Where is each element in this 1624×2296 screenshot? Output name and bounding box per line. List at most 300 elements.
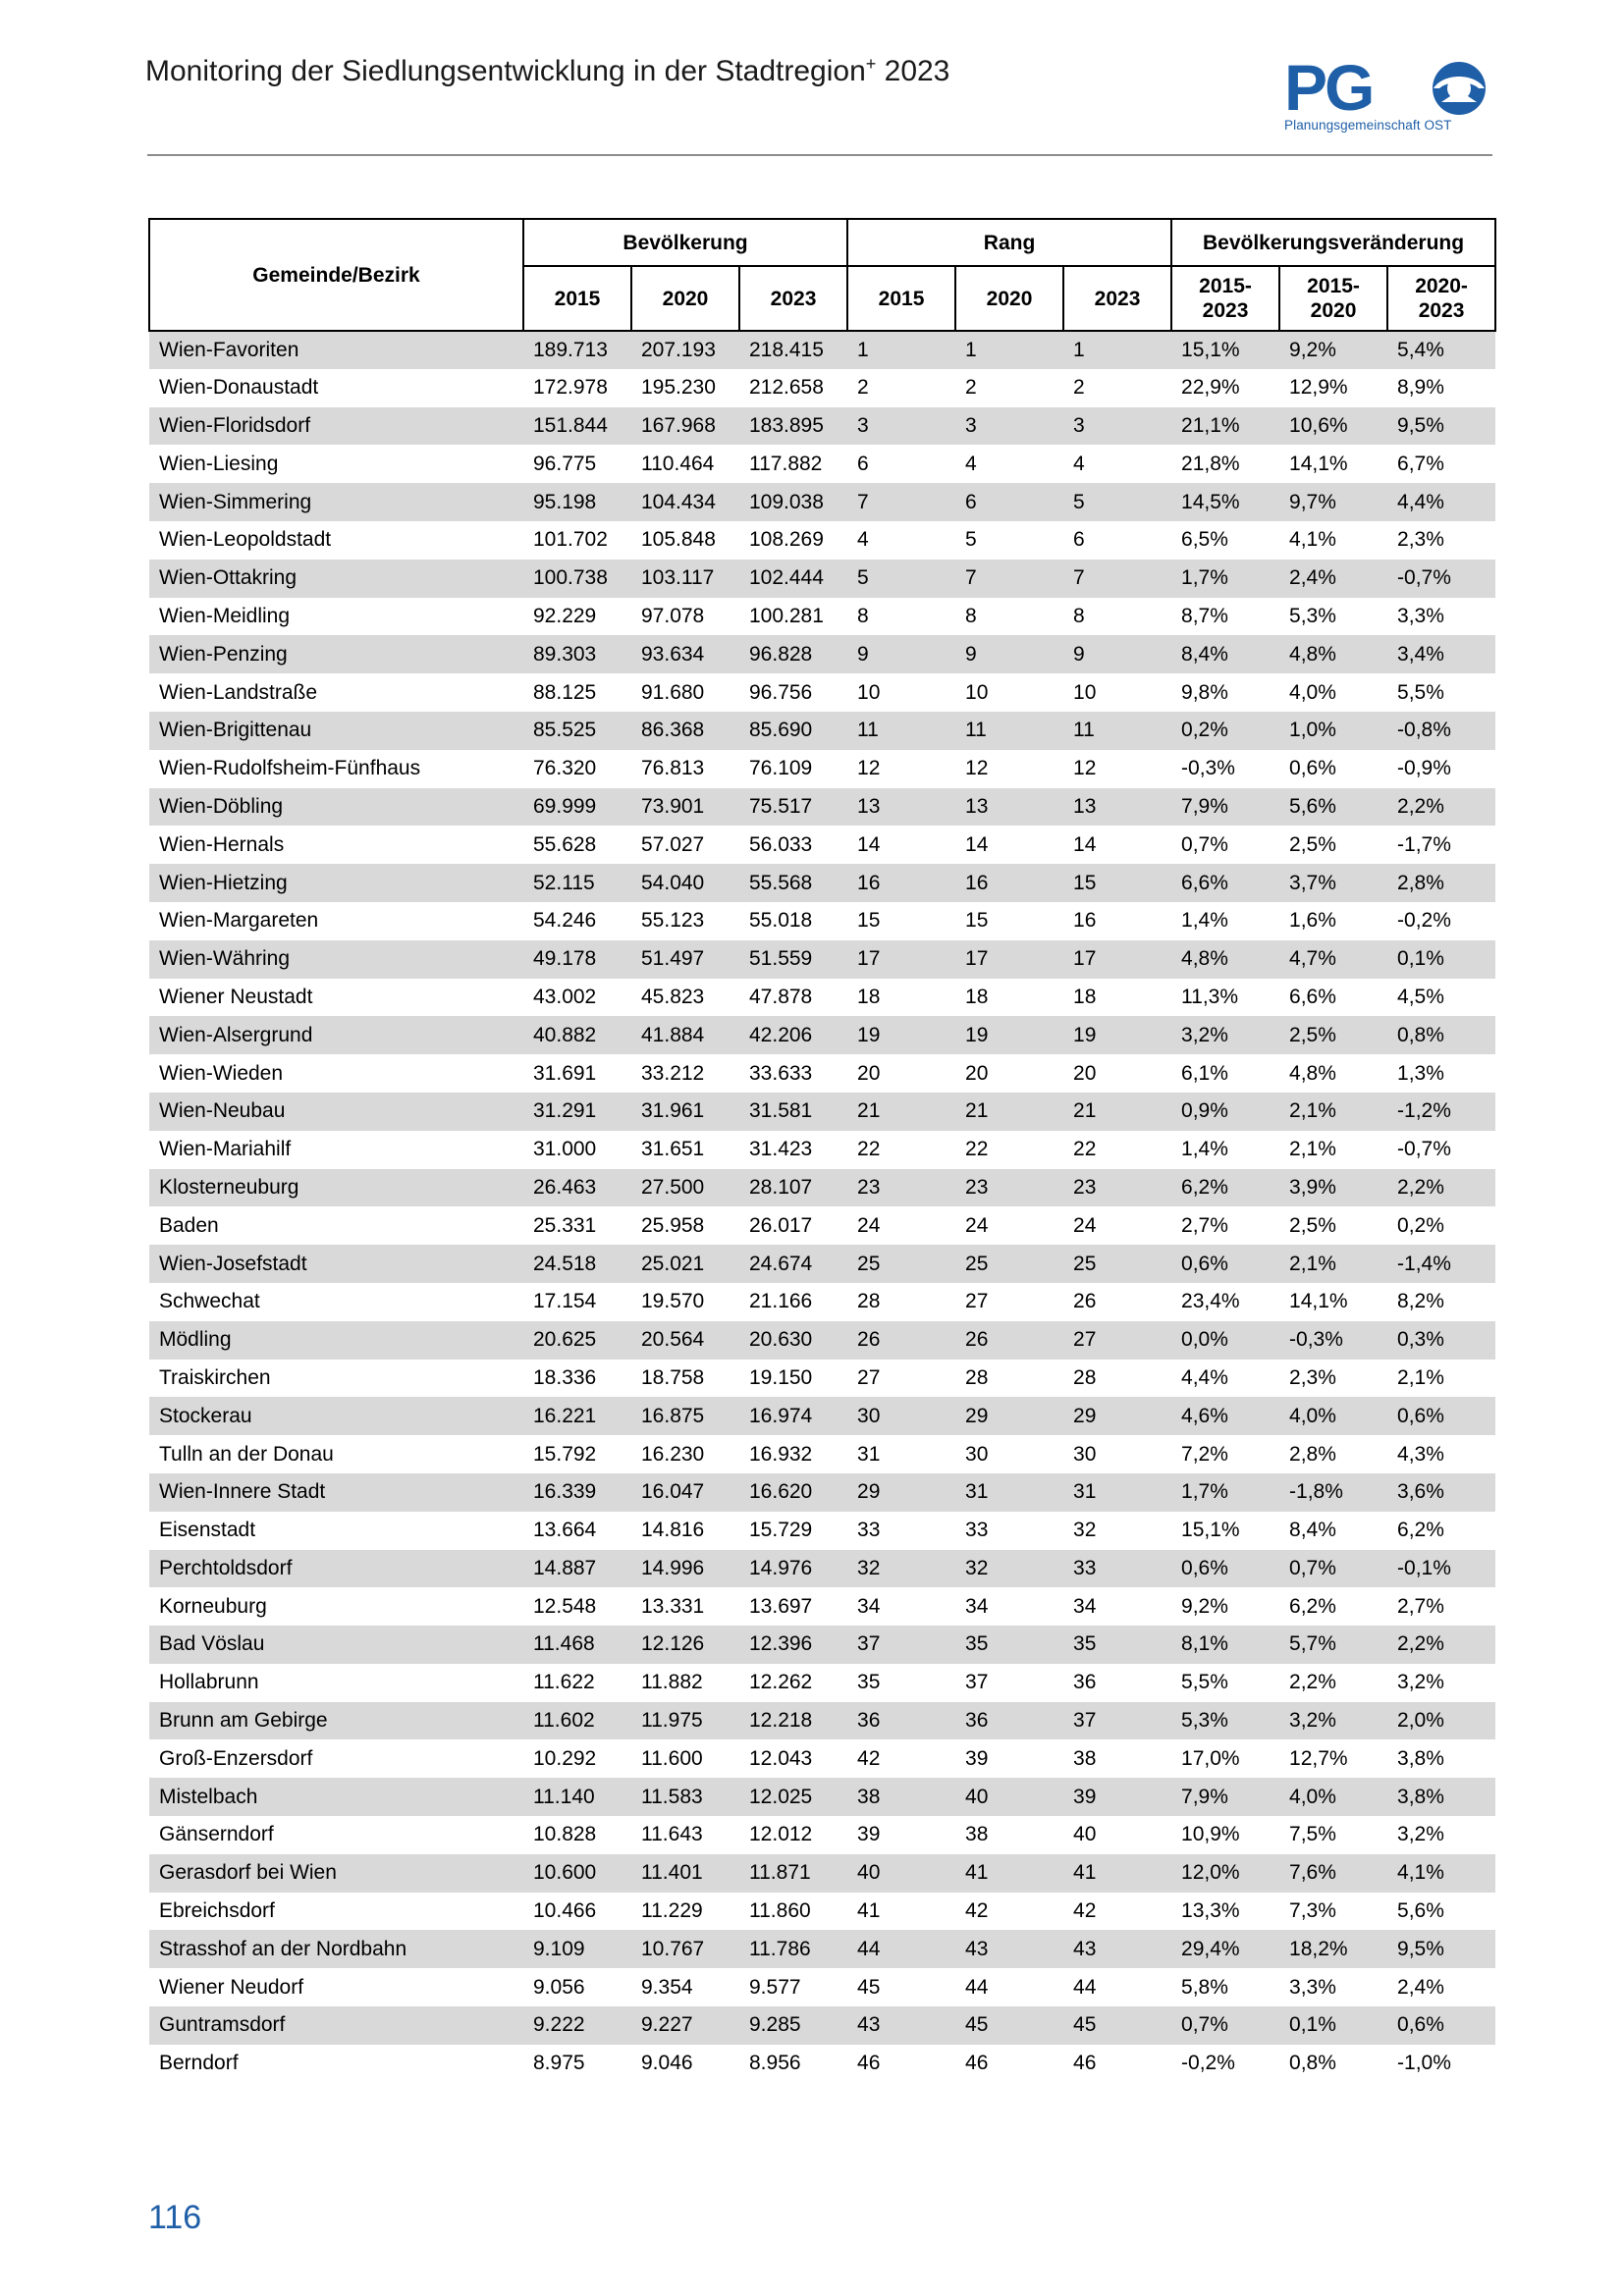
cell-change-2015-2020: 0,7% [1279,1550,1387,1588]
col-header-gemeinde: Gemeinde/Bezirk [149,219,523,331]
cell-gemeinde: Wien-Rudolfsheim-Fünfhaus [149,750,523,788]
cell-pop-2020: 11.882 [631,1664,739,1702]
cell-gemeinde: Groß-Enzersdorf [149,1739,523,1778]
cell-gemeinde: Wien-Währing [149,940,523,979]
cell-change-2020-2023: 4,1% [1387,1854,1495,1893]
cell-pop-2020: 10.767 [631,1930,739,1968]
cell-change-2015-2020: 3,3% [1279,1968,1387,2006]
cell-change-2020-2023: 3,8% [1387,1739,1495,1778]
cell-pop-2023: 21.166 [739,1283,847,1321]
cell-change-2015-2020: 2,3% [1279,1360,1387,1398]
cell-pop-2015: 9.056 [523,1968,631,2006]
cell-rank-2023: 35 [1063,1626,1171,1664]
cell-pop-2020: 9.227 [631,2006,739,2045]
cell-rank-2023: 42 [1063,1893,1171,1931]
cell-rank-2020: 34 [955,1587,1063,1626]
cell-pop-2015: 11.602 [523,1702,631,1740]
cell-rank-2023: 12 [1063,750,1171,788]
cell-change-2015-2023: 15,1% [1171,331,1279,369]
cell-rank-2023: 31 [1063,1473,1171,1512]
cell-pop-2023: 16.620 [739,1473,847,1512]
cell-rank-2020: 2 [955,369,1063,407]
cell-gemeinde: Guntramsdorf [149,2006,523,2045]
cell-change-2015-2020: 2,2% [1279,1664,1387,1702]
table-row [149,1512,1495,1550]
table-row [149,560,1495,598]
cell-pop-2020: 86.368 [631,712,739,750]
cell-rank-2020: 13 [955,788,1063,827]
cell-gemeinde: Wien-Penzing [149,635,523,673]
cell-rank-2020: 43 [955,1930,1063,1968]
cell-pop-2015: 11.140 [523,1778,631,1816]
cell-pop-2015: 31.691 [523,1054,631,1093]
cell-rank-2020: 41 [955,1854,1063,1893]
cell-rank-2023: 30 [1063,1435,1171,1473]
cell-pop-2015: 8.975 [523,2045,631,2083]
cell-rank-2020: 23 [955,1169,1063,1207]
cell-pop-2023: 12.043 [739,1739,847,1778]
cell-rank-2020: 46 [955,2045,1063,2083]
cell-change-2015-2020: 7,3% [1279,1893,1387,1931]
cell-change-2015-2020: 7,5% [1279,1816,1387,1854]
cell-change-2015-2023: 4,4% [1171,1360,1279,1398]
cell-change-2015-2023: 23,4% [1171,1283,1279,1321]
cell-rank-2023: 16 [1063,902,1171,940]
cell-pop-2020: 45.823 [631,979,739,1017]
cell-rank-2023: 18 [1063,979,1171,1017]
cell-pop-2023: 31.581 [739,1093,847,1131]
cell-rank-2023: 3 [1063,407,1171,446]
cell-rank-2023: 7 [1063,560,1171,598]
cell-change-2015-2020: 2,1% [1279,1245,1387,1283]
cell-gemeinde: Wien-Margareten [149,902,523,940]
cell-rank-2023: 23 [1063,1169,1171,1207]
cell-change-2015-2023: 1,7% [1171,560,1279,598]
cell-gemeinde: Berndorf [149,2045,523,2083]
cell-change-2015-2023: 7,2% [1171,1435,1279,1473]
cell-rank-2023: 5 [1063,483,1171,521]
header-title-superscript: + [865,54,877,74]
cell-rank-2015: 11 [847,712,955,750]
cell-rank-2015: 25 [847,1245,955,1283]
cell-pop-2023: 16.974 [739,1397,847,1435]
cell-rank-2023: 4 [1063,445,1171,483]
cell-gemeinde: Gerasdorf bei Wien [149,1854,523,1893]
cell-rank-2020: 20 [955,1054,1063,1093]
cell-rank-2020: 18 [955,979,1063,1017]
cell-gemeinde: Strasshof an der Nordbahn [149,1930,523,1968]
cell-pop-2023: 24.674 [739,1245,847,1283]
cell-pop-2020: 11.229 [631,1893,739,1931]
cell-rank-2023: 39 [1063,1778,1171,1816]
cell-rank-2015: 34 [847,1587,955,1626]
cell-rank-2015: 22 [847,1131,955,1169]
cell-change-2020-2023: 1,3% [1387,1054,1495,1093]
cell-gemeinde: Brunn am Gebirge [149,1702,523,1740]
cell-change-2015-2020: 3,2% [1279,1702,1387,1740]
cell-rank-2015: 28 [847,1283,955,1321]
cell-pop-2020: 9.354 [631,1968,739,2006]
cell-pop-2023: 108.269 [739,521,847,560]
cell-pop-2023: 12.218 [739,1702,847,1740]
cell-change-2015-2023: 21,8% [1171,445,1279,483]
cell-change-2015-2023: -0,2% [1171,2045,1279,2083]
cell-change-2015-2023: 1,7% [1171,1473,1279,1512]
cell-change-2020-2023: 3,3% [1387,598,1495,636]
cell-change-2020-2023: -1,4% [1387,1245,1495,1283]
cell-change-2015-2020: 5,7% [1279,1626,1387,1664]
cell-change-2015-2023: 5,5% [1171,1664,1279,1702]
table-body [149,331,1495,2083]
cell-rank-2015: 9 [847,635,955,673]
cell-change-2015-2020: -0,3% [1279,1321,1387,1360]
cell-change-2015-2020: 9,7% [1279,483,1387,521]
cell-rank-2015: 7 [847,483,955,521]
cell-pop-2015: 31.000 [523,1131,631,1169]
cell-pop-2020: 9.046 [631,2045,739,2083]
cell-change-2020-2023: 2,4% [1387,1968,1495,2006]
cell-rank-2015: 16 [847,864,955,902]
table-row [149,521,1495,560]
cell-gemeinde: Wien-Mariahilf [149,1131,523,1169]
logo-letters: PG [1284,57,1373,118]
cell-change-2015-2023: 5,8% [1171,1968,1279,2006]
cell-change-2015-2020: 4,1% [1279,521,1387,560]
cell-pop-2023: 12.012 [739,1816,847,1854]
table-row [149,1283,1495,1321]
table-row [149,1626,1495,1664]
cell-change-2020-2023: -1,2% [1387,1093,1495,1131]
col-header-change-2020-2023: 2020- 2023 [1387,266,1495,331]
cell-pop-2015: 85.525 [523,712,631,750]
cell-change-2015-2023: 4,6% [1171,1397,1279,1435]
cell-pop-2015: 189.713 [523,331,631,369]
cell-pop-2015: 43.002 [523,979,631,1017]
cell-pop-2015: 11.468 [523,1626,631,1664]
cell-pop-2015: 55.628 [523,826,631,864]
cell-gemeinde: Wien-Meidling [149,598,523,636]
cell-rank-2023: 17 [1063,940,1171,979]
cell-pop-2015: 26.463 [523,1169,631,1207]
col-header-pop-2015: 2015 [523,266,631,331]
cell-change-2015-2023: 15,1% [1171,1512,1279,1550]
cell-change-2015-2020: 2,5% [1279,1016,1387,1054]
cell-pop-2020: 105.848 [631,521,739,560]
cell-pop-2020: 31.651 [631,1131,739,1169]
page-number: 116 [148,2199,202,2236]
cell-rank-2023: 25 [1063,1245,1171,1283]
table-row [149,331,1495,369]
cell-change-2015-2023: 7,9% [1171,1778,1279,1816]
cell-rank-2015: 38 [847,1778,955,1816]
cell-pop-2015: 96.775 [523,445,631,483]
cell-change-2020-2023: 0,8% [1387,1016,1495,1054]
cell-gemeinde: Perchtoldsdorf [149,1550,523,1588]
cell-gemeinde: Schwechat [149,1283,523,1321]
cell-pop-2023: 96.828 [739,635,847,673]
cell-rank-2015: 31 [847,1435,955,1473]
cell-pop-2023: 14.976 [739,1550,847,1588]
cell-pop-2020: 11.401 [631,1854,739,1893]
table-row [149,864,1495,902]
cell-rank-2020: 22 [955,1131,1063,1169]
cell-rank-2015: 26 [847,1321,955,1360]
cell-change-2015-2020: 4,0% [1279,1778,1387,1816]
cell-rank-2023: 9 [1063,635,1171,673]
cell-pop-2015: 151.844 [523,407,631,446]
cell-pop-2015: 31.291 [523,1093,631,1131]
cell-pop-2015: 17.154 [523,1283,631,1321]
cell-pop-2023: 11.786 [739,1930,847,1968]
cell-pop-2023: 51.559 [739,940,847,979]
cell-change-2020-2023: 9,5% [1387,407,1495,446]
cell-change-2015-2023: -0,3% [1171,750,1279,788]
cell-pop-2023: 33.633 [739,1054,847,1093]
col-header-pop-2020: 2020 [631,266,739,331]
cell-pop-2015: 54.246 [523,902,631,940]
cell-pop-2015: 92.229 [523,598,631,636]
cell-gemeinde: Wiener Neustadt [149,979,523,1017]
cell-pop-2015: 10.466 [523,1893,631,1931]
cell-change-2015-2023: 7,9% [1171,788,1279,827]
cell-pop-2020: 20.564 [631,1321,739,1360]
cell-change-2020-2023: 8,9% [1387,369,1495,407]
cell-change-2020-2023: 0,6% [1387,1397,1495,1435]
cell-change-2020-2023: -1,0% [1387,2045,1495,2083]
cell-change-2015-2023: 17,0% [1171,1739,1279,1778]
cell-pop-2023: 102.444 [739,560,847,598]
cell-rank-2023: 45 [1063,2006,1171,2045]
cell-pop-2020: 167.968 [631,407,739,446]
cell-change-2015-2023: 4,8% [1171,940,1279,979]
cell-pop-2015: 10.600 [523,1854,631,1893]
cell-pop-2015: 24.518 [523,1245,631,1283]
cell-change-2020-2023: -0,7% [1387,560,1495,598]
cell-rank-2020: 3 [955,407,1063,446]
cell-change-2015-2023: 6,2% [1171,1169,1279,1207]
cell-pop-2023: 85.690 [739,712,847,750]
cell-rank-2020: 26 [955,1321,1063,1360]
cell-change-2015-2020: 12,7% [1279,1739,1387,1778]
cell-pop-2020: 14.996 [631,1550,739,1588]
cell-rank-2015: 10 [847,673,955,712]
table-row [149,1131,1495,1169]
cell-gemeinde: Eisenstadt [149,1512,523,1550]
cell-pop-2023: 47.878 [739,979,847,1017]
cell-gemeinde: Stockerau [149,1397,523,1435]
cell-change-2020-2023: 5,5% [1387,673,1495,712]
cell-rank-2020: 27 [955,1283,1063,1321]
cell-change-2015-2020: 2,1% [1279,1093,1387,1131]
cell-change-2015-2023: 0,0% [1171,1321,1279,1360]
cell-rank-2020: 42 [955,1893,1063,1931]
table-row [149,1664,1495,1702]
cell-change-2015-2020: 12,9% [1279,369,1387,407]
cell-change-2015-2023: 0,9% [1171,1093,1279,1131]
table-row [149,1093,1495,1131]
cell-rank-2020: 30 [955,1435,1063,1473]
cell-pop-2020: 93.634 [631,635,739,673]
cell-change-2015-2020: 4,8% [1279,1054,1387,1093]
table-row [149,1245,1495,1283]
cell-change-2020-2023: 6,2% [1387,1512,1495,1550]
cell-pop-2015: 16.221 [523,1397,631,1435]
table-row [149,1435,1495,1473]
cell-pop-2015: 25.331 [523,1206,631,1245]
cell-pop-2023: 56.033 [739,826,847,864]
table-row [149,750,1495,788]
cell-pop-2023: 42.206 [739,1016,847,1054]
table-row [149,1854,1495,1893]
table-row [149,826,1495,864]
cell-rank-2023: 33 [1063,1550,1171,1588]
cell-gemeinde: Mödling [149,1321,523,1360]
cell-pop-2020: 19.570 [631,1283,739,1321]
cell-rank-2015: 13 [847,788,955,827]
cell-rank-2023: 36 [1063,1664,1171,1702]
cell-rank-2023: 34 [1063,1587,1171,1626]
cell-pop-2023: 100.281 [739,598,847,636]
table-row [149,1968,1495,2006]
cell-pop-2020: 207.193 [631,331,739,369]
cell-change-2015-2023: 11,3% [1171,979,1279,1017]
cell-rank-2020: 12 [955,750,1063,788]
cell-pop-2020: 16.230 [631,1435,739,1473]
cell-rank-2023: 28 [1063,1360,1171,1398]
cell-pop-2023: 9.285 [739,2006,847,2045]
table-row [149,445,1495,483]
cell-change-2015-2023: 5,3% [1171,1702,1279,1740]
cell-change-2015-2020: 3,9% [1279,1169,1387,1207]
cell-rank-2015: 12 [847,750,955,788]
cell-rank-2020: 40 [955,1778,1063,1816]
cell-pop-2020: 18.758 [631,1360,739,1398]
cell-change-2020-2023: 6,7% [1387,445,1495,483]
cell-rank-2020: 21 [955,1093,1063,1131]
cell-change-2015-2023: 9,8% [1171,673,1279,712]
cell-gemeinde: Wien-Floridsdorf [149,407,523,446]
col-header-pop-2023: 2023 [739,266,847,331]
cell-rank-2015: 8 [847,598,955,636]
cell-rank-2015: 32 [847,1550,955,1588]
cell-change-2015-2023: 10,9% [1171,1816,1279,1854]
cell-change-2020-2023: 2,8% [1387,864,1495,902]
cell-pop-2023: 20.630 [739,1321,847,1360]
cell-rank-2023: 24 [1063,1206,1171,1245]
cell-rank-2023: 6 [1063,521,1171,560]
cell-pop-2020: 195.230 [631,369,739,407]
cell-rank-2015: 5 [847,560,955,598]
cell-pop-2023: 8.956 [739,2045,847,2083]
cell-pop-2020: 55.123 [631,902,739,940]
cell-rank-2015: 2 [847,369,955,407]
cell-change-2020-2023: 2,0% [1387,1702,1495,1740]
cell-change-2015-2020: 1,6% [1279,902,1387,940]
cell-pop-2015: 40.882 [523,1016,631,1054]
cell-rank-2023: 41 [1063,1854,1171,1893]
cell-gemeinde: Wien-Ottakring [149,560,523,598]
cell-pop-2020: 16.875 [631,1397,739,1435]
cell-gemeinde: Wien-Innere Stadt [149,1473,523,1512]
cell-rank-2020: 5 [955,521,1063,560]
cell-rank-2020: 6 [955,483,1063,521]
table-row [149,902,1495,940]
cell-change-2015-2020: 0,8% [1279,2045,1387,2083]
cell-pop-2015: 9.222 [523,2006,631,2045]
cell-rank-2020: 1 [955,331,1063,369]
cell-gemeinde: Korneuburg [149,1587,523,1626]
cell-pop-2020: 41.884 [631,1016,739,1054]
col-header-rank-2015: 2015 [847,266,955,331]
cell-change-2020-2023: 4,4% [1387,483,1495,521]
cell-pop-2023: 11.871 [739,1854,847,1893]
cell-rank-2015: 21 [847,1093,955,1131]
table-row [149,1473,1495,1512]
cell-rank-2023: 14 [1063,826,1171,864]
cell-rank-2015: 14 [847,826,955,864]
cell-pop-2023: 13.697 [739,1587,847,1626]
cell-rank-2015: 6 [847,445,955,483]
cell-pop-2023: 183.895 [739,407,847,446]
table-row [149,369,1495,407]
cell-rank-2015: 39 [847,1816,955,1854]
cell-pop-2020: 97.078 [631,598,739,636]
cell-pop-2020: 103.117 [631,560,739,598]
cell-rank-2020: 36 [955,1702,1063,1740]
cell-pop-2020: 91.680 [631,673,739,712]
cell-change-2015-2023: 0,7% [1171,826,1279,864]
table-row [149,788,1495,827]
cell-pop-2020: 57.027 [631,826,739,864]
cell-pop-2015: 15.792 [523,1435,631,1473]
cell-change-2015-2020: 18,2% [1279,1930,1387,1968]
cell-gemeinde: Wien-Leopoldstadt [149,521,523,560]
pgo-logo-mark [1284,57,1494,118]
cell-rank-2015: 24 [847,1206,955,1245]
pgo-logo [1284,57,1494,141]
cell-rank-2023: 15 [1063,864,1171,902]
cell-change-2020-2023: 3,4% [1387,635,1495,673]
cell-rank-2023: 38 [1063,1739,1171,1778]
cell-pop-2015: 95.198 [523,483,631,521]
cell-change-2020-2023: 2,7% [1387,1587,1495,1626]
table-row [149,1587,1495,1626]
table-header [149,219,1495,331]
cell-rank-2015: 17 [847,940,955,979]
cell-pop-2023: 55.018 [739,902,847,940]
cell-change-2015-2023: 8,1% [1171,1626,1279,1664]
cell-rank-2023: 1 [1063,331,1171,369]
cell-rank-2023: 44 [1063,1968,1171,2006]
cell-gemeinde: Tulln an der Donau [149,1435,523,1473]
cell-rank-2015: 18 [847,979,955,1017]
cell-change-2015-2023: 6,1% [1171,1054,1279,1093]
cell-rank-2015: 45 [847,1968,955,2006]
cell-change-2020-2023: 2,3% [1387,521,1495,560]
cell-change-2015-2020: 4,0% [1279,673,1387,712]
cell-pop-2015: 14.887 [523,1550,631,1588]
cell-change-2015-2023: 2,7% [1171,1206,1279,1245]
header-title-year: 2023 [876,55,950,87]
table-row [149,1206,1495,1245]
cell-change-2020-2023: 2,2% [1387,788,1495,827]
cell-change-2015-2020: 1,0% [1279,712,1387,750]
cell-rank-2015: 35 [847,1664,955,1702]
cell-change-2015-2023: 9,2% [1171,1587,1279,1626]
cell-pop-2015: 172.978 [523,369,631,407]
table-row [149,2006,1495,2045]
table-row [149,1739,1495,1778]
